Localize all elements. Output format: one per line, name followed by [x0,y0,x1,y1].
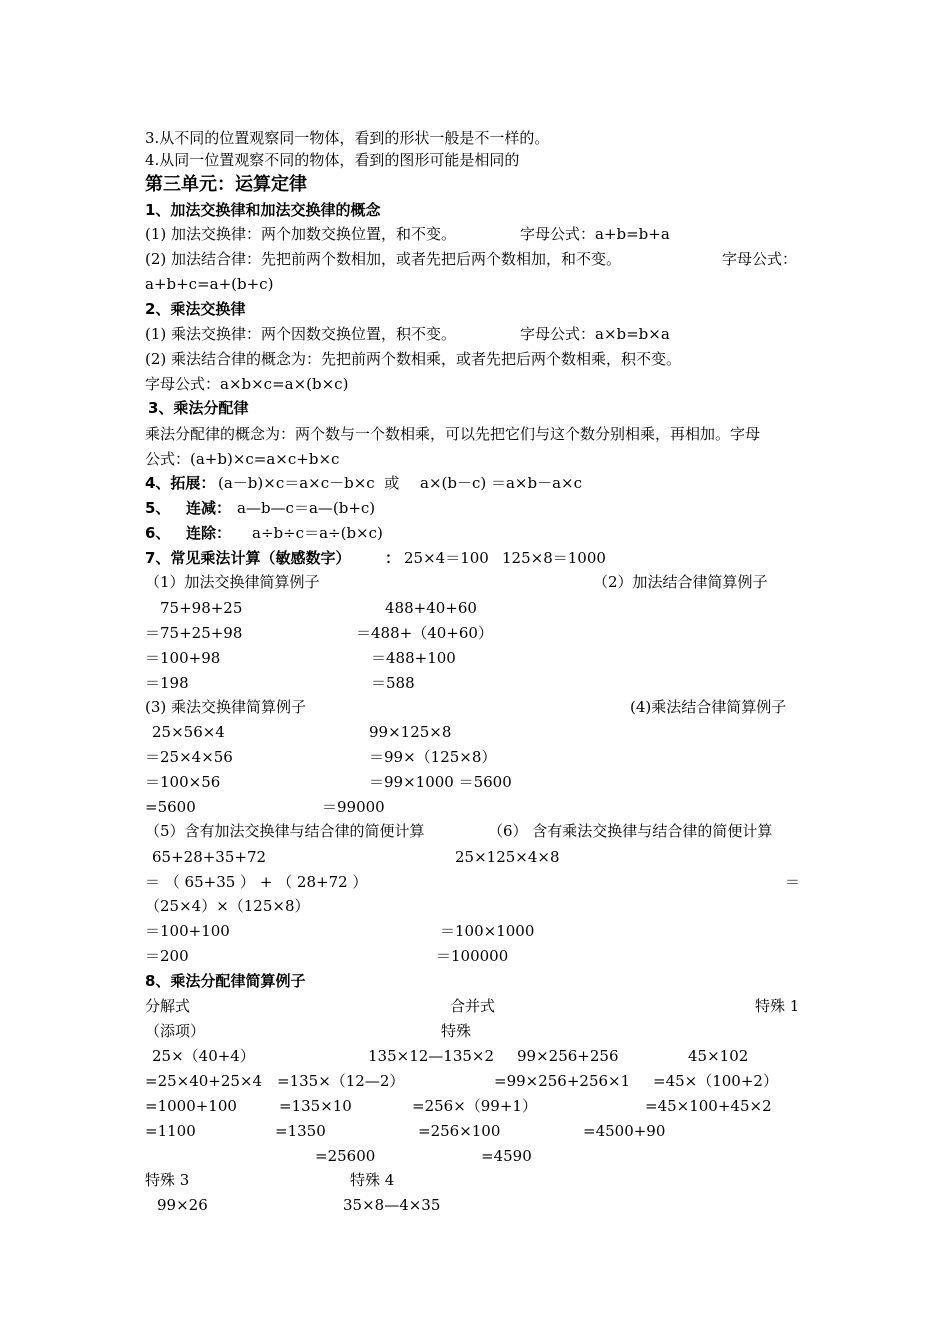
distributive-step: =135×（12—2） [277,1072,405,1090]
special-3-label: 特殊 3 [145,1171,190,1189]
distributive-step: =135×10 [279,1097,352,1115]
example-4-step: ＝99×1000 ＝5600 [369,773,512,791]
column-heading: 合并式 [450,997,496,1015]
example-2-title: （2）加法结合律简算例子 [593,573,768,591]
intro-line-3: 3.从不同的位置观察同一物体，看到的形状一般是不一样的。 [145,129,550,147]
example-6-step: （25×4）×（125×8） [145,897,310,915]
example-1-title: （1）加法交换律简算例子 [145,573,320,591]
example-4-step: ＝99×（125×8） [369,748,497,766]
example-3-title: (3) 乘法交换律简算例子 [145,698,307,716]
s1-line-1-formula: 字母公式：a+b=b+a [520,225,670,243]
section-5-label-2: 连减： [186,499,232,517]
section-2-title: 2、乘法交换律 [145,300,246,318]
section-4-text-2: a×(b－c) ＝a×b－a×c [420,474,583,492]
example-2-step: 488+40+60 [385,599,477,617]
special-3-value: 99×26 [157,1196,208,1214]
section-6-label: 6、 [145,524,171,542]
example-2-step: ＝588 [371,674,415,692]
s1-line-1: (1) 加法交换律：两个加数交换位置，和不变。 [145,225,457,243]
example-3-step: ＝100×56 [145,773,221,791]
example-1-step: 75+98+25 [160,599,243,617]
s2-line-3: 字母公式：a×b×c=a×(b×c) [145,375,349,393]
distributive-step: =1350 [275,1122,326,1140]
distributive-step: 99×256+256 [517,1047,619,1065]
example-3-step: ＝25×4×56 [145,748,233,766]
example-6-step: ＝100×1000 [440,922,535,940]
example-2-step: ＝488+100 [371,649,456,667]
s3-line-1: 乘法分配律的概念为：两个数与一个数相乘，可以先把它们与这个数分别相乘，再相加。字母 [145,425,761,443]
distributive-step: =1000+100 [145,1097,237,1115]
example-5-step: ＝ （ 65+35 ） + （ 28+72 ） [145,873,368,891]
s1-line-2: (2) 加法结合律：先把前两个数相加，或者先把后两个数相加，和不变。 [145,250,622,268]
distributive-step: =4500+90 [583,1122,666,1140]
example-6-step: ＝ [785,873,801,891]
example-4-step: ＝99000 [322,798,385,816]
distributive-step: 45×102 [688,1047,749,1065]
section-4-label: 4、拓展： [145,474,216,492]
intro-line-4: 4.从同一位置观察不同的物体，看到的图形可能是相同的 [145,151,520,169]
section-3-title: 3、乘法分配律 [148,399,249,417]
distributive-step: =25×40+25×4 [145,1072,263,1090]
s2-line-2: (2) 乘法结合律的概念为：先把前两个数相乘，或者先把后两个数相乘，积不变。 [145,350,682,368]
s2-line-1: (1) 乘法交换律：两个因数交换位置，积不变。 [145,325,457,343]
s2-line-1-formula: 字母公式：a×b=b×a [520,325,670,343]
distributive-step: 25×（40+4） [152,1047,255,1065]
example-6-step: 25×125×4×8 [455,848,560,866]
distributive-step: 135×12—135×2 [368,1047,495,1065]
example-5-step: ＝200 [145,947,189,965]
section-7-colon: ： [385,549,401,567]
special-4-label: 特殊 4 [350,1171,395,1189]
section-5-text: a—b—c＝a—(b+c) [237,499,376,517]
column-heading: （添项） [145,1022,206,1040]
section-8-title: 8、乘法分配律简算例子 [145,972,306,990]
section-7-value-1: 25×4＝100 [404,549,489,567]
special-4-value: 35×8—4×35 [343,1196,441,1214]
column-heading: 特殊 1 [755,997,800,1015]
example-5-step: 65+28+35+72 [152,848,267,866]
example-1-step: ＝75+25+98 [145,624,243,642]
example-2-step: ＝488+（40+60） [356,624,493,642]
distributive-step: =45×（100+2） [653,1072,778,1090]
example-6-step: ＝100000 [436,947,509,965]
section-6-text: a÷b÷c＝a÷(b×c) [252,524,383,542]
section-5-label: 5、 [145,499,171,517]
distributive-step: =45×100+45×2 [645,1097,772,1115]
section-1-title: 1、加法交换律和加法交换律的概念 [145,201,381,219]
section-7-value-2: 125×8＝1000 [502,549,606,567]
distributive-step: =4590 [481,1147,532,1165]
example-1-step: ＝100+98 [145,649,221,667]
example-5-title: （5）含有加法交换律与结合律的简便计算 [145,822,425,840]
distributive-step: =25600 [315,1147,376,1165]
s1-line-2-formula: 字母公式： [722,250,798,268]
s3-line-2: 公式：(a+b)×c=a×c+b×c [145,450,340,468]
distributive-step: =256×（99+1） [412,1097,537,1115]
example-4-step: 99×125×8 [369,723,452,741]
section-6-label-2: 连除： [186,524,232,542]
example-1-step: ＝198 [145,674,189,692]
section-7-title: 7、常见乘法计算（敏感数字） [145,549,351,567]
example-3-step: 25×56×4 [152,723,225,741]
s1-line-3: a+b+c=a+(b+c) [145,275,274,293]
example-5-step: ＝100+100 [145,922,230,940]
distributive-step: =99×256+256×1 [494,1072,631,1090]
section-4-text: (a－b)×c＝a×c－b×c 或 [218,474,400,492]
column-heading: 分解式 [145,997,191,1015]
distributive-step: =1100 [145,1122,196,1140]
distributive-step: =256×100 [418,1122,501,1140]
example-3-step: =5600 [145,798,196,816]
example-4-title: (4)乘法结合律简算例子 [630,698,787,716]
example-6-title: （6） 含有乘法交换律与结合律的简便计算 [488,822,773,840]
column-heading: 特殊 [441,1022,472,1040]
unit-title: 第三单元：运算定律 [145,174,307,195]
